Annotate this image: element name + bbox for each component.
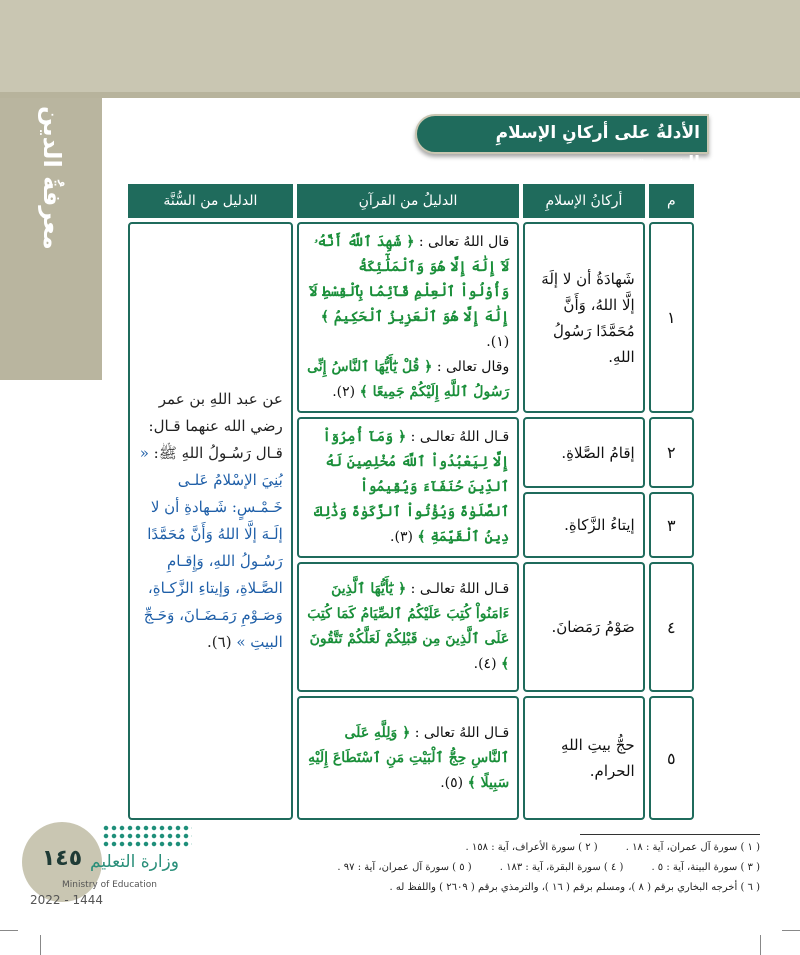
table-row <box>128 222 694 413</box>
ministry-logo-icon <box>102 824 192 848</box>
crop-mark <box>0 930 18 931</box>
ministry-name-english: Ministry of Education <box>62 880 157 890</box>
pillar-cell: شَهادَةُ أن لا إلَهَ إلَّا اللهُ، وَأَنَّ مُحَمَّدًا رَسُولُ اللهِ. <box>523 222 645 413</box>
column-header-sunnah: الدليل من السُّنَّة <box>128 184 293 218</box>
footnote-ref: (٥). <box>440 774 468 791</box>
footnote: ( ٥ ) سورة آل عمران، آية : ٩٧ . <box>337 862 472 873</box>
crop-mark <box>760 935 761 955</box>
unit-side-title: معرفةُ الدين <box>38 106 66 250</box>
pillar-cell: إيتاءُ الزَّكاةِ. <box>523 492 645 558</box>
quran-verse: ﴿ شَهِدَ ٱللَّهُ أَنَّهُۥ لَآ إِلَٰهَ إِلَّا هُوَ وَٱلْمَلَٰٓئِكَةُ وَأُوْلُواْ ٱلْعِلْمِ قَآئِمَۢا بِٱلْقِسْطِ لَآ إِلَٰهَ إِلَّا هُوَ ٱلْعَزِيزُ ٱلْحَكِيمُ ﴾ <box>309 234 510 325</box>
top-decorative-band <box>0 0 800 98</box>
ministry-name-arabic: وزارة التعليم <box>90 852 179 872</box>
footnote-divider <box>580 834 760 835</box>
column-header-pillar: أركانُ الإسلامِ <box>523 184 645 218</box>
hadith-intro: عن عبد اللهِ بن عمر رضي الله عنهما قـال: قـال رَسُـولُ اللهِ ﷺ: <box>148 390 283 462</box>
pillar-cell: حجُّ بيتِ اللهِ الحرام. <box>523 696 645 820</box>
footnotes-block <box>200 838 760 898</box>
row-number: ٢ <box>649 417 694 488</box>
footnote-ref: (١). <box>486 334 510 350</box>
footnote: ( ٤ ) سورة البقرة، آية : ١٨٣ . <box>499 862 624 873</box>
quran-intro: قـال اللهُ تعالـى : <box>410 581 510 597</box>
quran-intro: قـال اللهُ تعالـى : <box>410 429 510 445</box>
footnote: ( ٣ ) سورة البينة، آية : ٥ . <box>651 862 760 873</box>
footnote-ref: (٢). <box>332 384 360 400</box>
footnote: ( ١ ) سورة آل عمران، آية : ١٨ . <box>625 842 760 853</box>
footnote-line <box>200 878 760 898</box>
quran-intro: قـال اللهُ تعالى : <box>414 724 510 741</box>
hadith-text: « بُنِيَ الإسْلامُ عَلـى خَـمْـسٍ: شَـهادةِ أن لا إلَـهَ إلَّا اللهُ وَأَنَّ مُحَمَّدًا رَسُـولُ اللهِ، وَإِقـامِ الصَّـلاةِ، وَإيتاءِ الزَّكـاةِ، وَصَـوْمِ رَمَـضَـانَ، وَحَـجِّ البيتِ » <box>139 444 283 651</box>
pillars-evidence-table <box>124 180 698 824</box>
footnote-line <box>200 858 760 878</box>
quran-evidence-cell <box>297 696 519 820</box>
quran-verse: ﴿ وَمَآ أُمِرُوٓاْ إِلَّا لِيَعْبُدُواْ ٱللَّهَ مُخْلِصِينَ لَهُ ٱلدِّينَ حُنَفَآءَ وَيُقِيمُواْ ٱلصَّلَوٰةَ وَيُؤْتُواْ ٱلزَّكَوٰةَ وَذَٰلِكَ دِينُ ٱلْقَيِّمَةِ ﴾ <box>314 429 510 545</box>
pillar-cell: صَوْمُ رَمَضانَ. <box>523 562 645 692</box>
sunnah-evidence-cell <box>128 222 293 820</box>
row-number: ٤ <box>649 562 694 692</box>
column-header-number: م <box>649 184 694 218</box>
quran-verse: ﴿ قُلْ يَٰٓأَيُّهَا ٱلنَّاسُ إِنِّى رَسُولُ ٱللَّهِ إِلَيْكُمْ جَمِيعًا ﴾ <box>307 359 510 400</box>
quran-intro: وقال تعالى : <box>436 359 510 375</box>
footnote-line <box>200 838 760 858</box>
footnote: ( ٦ ) أخرجه البخاري برقم ( ٨ )، ومسلم برقم ( ١٦ )، والترمذي برقم ( ٢٦٠٩ ) واللفظ له . <box>389 882 760 893</box>
quran-evidence-cell <box>297 417 519 558</box>
footnote-ref: (٦). <box>207 633 237 651</box>
quran-verse: ﴿ يَٰٓأَيُّهَا ٱلَّذِينَ ءَامَنُواْ كُتِبَ عَلَيْكُمُ ٱلصِّيَامُ كَمَا كُتِبَ عَلَى ٱلَّذِينَ مِن قَبْلِكُمْ لَعَلَّكُمْ تَتَّقُونَ ﴾ <box>307 581 510 672</box>
edition-year: 2022 - 1444 <box>30 893 104 907</box>
row-number: ٣ <box>649 492 694 558</box>
quran-verse: ﴿ وَلِلَّهِ عَلَى ٱلنَّاسِ حِجُّ ٱلْبَيْتِ مَنِ ٱسْتَطَاعَ إِلَيْهِ سَبِيلًا ﴾ <box>308 724 510 791</box>
quran-intro: قال اللهُ تعالى : <box>418 234 510 250</box>
footnote: ( ٢ ) سورة الأعراف، آية : ١٥٨ . <box>465 842 598 853</box>
crop-mark <box>782 930 800 931</box>
quran-evidence-cell <box>297 562 519 692</box>
page-number: ١٤٥ <box>41 846 83 871</box>
quran-evidence-cell <box>297 222 519 413</box>
column-header-quran: الدليلُ من القرآنِ <box>297 184 519 218</box>
section-title: الأدلةُ على أركانِ الإسلامِ الخمسةِ <box>495 123 700 173</box>
footnote-ref: (٤). <box>473 656 501 672</box>
row-number: ١ <box>649 222 694 413</box>
crop-mark <box>40 935 41 955</box>
row-number: ٥ <box>649 696 694 820</box>
footnote-ref: (٣). <box>390 529 418 545</box>
pillar-cell: إقامُ الصَّلاةِ. <box>523 417 645 488</box>
